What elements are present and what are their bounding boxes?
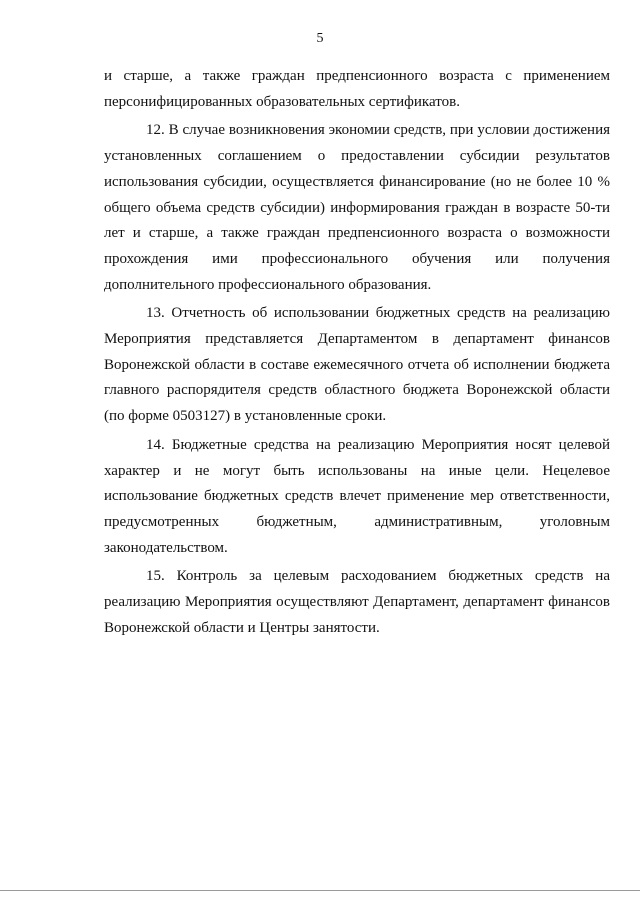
paragraph-continuation: и старше, а также граждан предпенсионного возраста с применением персонифицированных образовательных сертификатов. [104,68,610,110]
paragraph-item-14: 14. Бюджетные средства на реализацию Мероприятия носят целевой характер и не могут быть использованы на иные цели. Нецелевое использование бюджетных средств влечет применение мер ответственности, предусмотренных бюджетным, административным, уголовным законодательством. [104,436,610,556]
paragraph-item-15: 15. Контроль за целевым расходованием бюджетных средств на реализацию Мероприятия осуществляют Департамент, департамент финансов Воронежской области и Центры занятости. [104,568,610,636]
paragraph-item-12: 12. В случае возникновения экономии средств, при условии достижения установленных соглашением о предоставлении субсидии результатов использования субсидии, осуществляется финансирование (но не более 10 % общего объема средств субсидии) информирования граждан в возрасте 50-ти лет и старше, а также граждан предпенсионного возраста о возможности прохождения ими профессионального обучения или получения дополнительного профессионального образования. [104,122,610,293]
page-number: 5 [316,31,324,46]
document-body [104,64,610,644]
paragraph-item-13: 13. Отчетность об использовании бюджетных средств на реализацию Мероприятия представляется Департаментом в департамент финансов Воронежской области в составе ежемесячного отчета об исполнении бюджета главного распорядителя средств областного бюджета Воронежской области (по форме 0503127) в установленные сроки. [104,305,610,425]
bottom-divider [0,890,640,891]
